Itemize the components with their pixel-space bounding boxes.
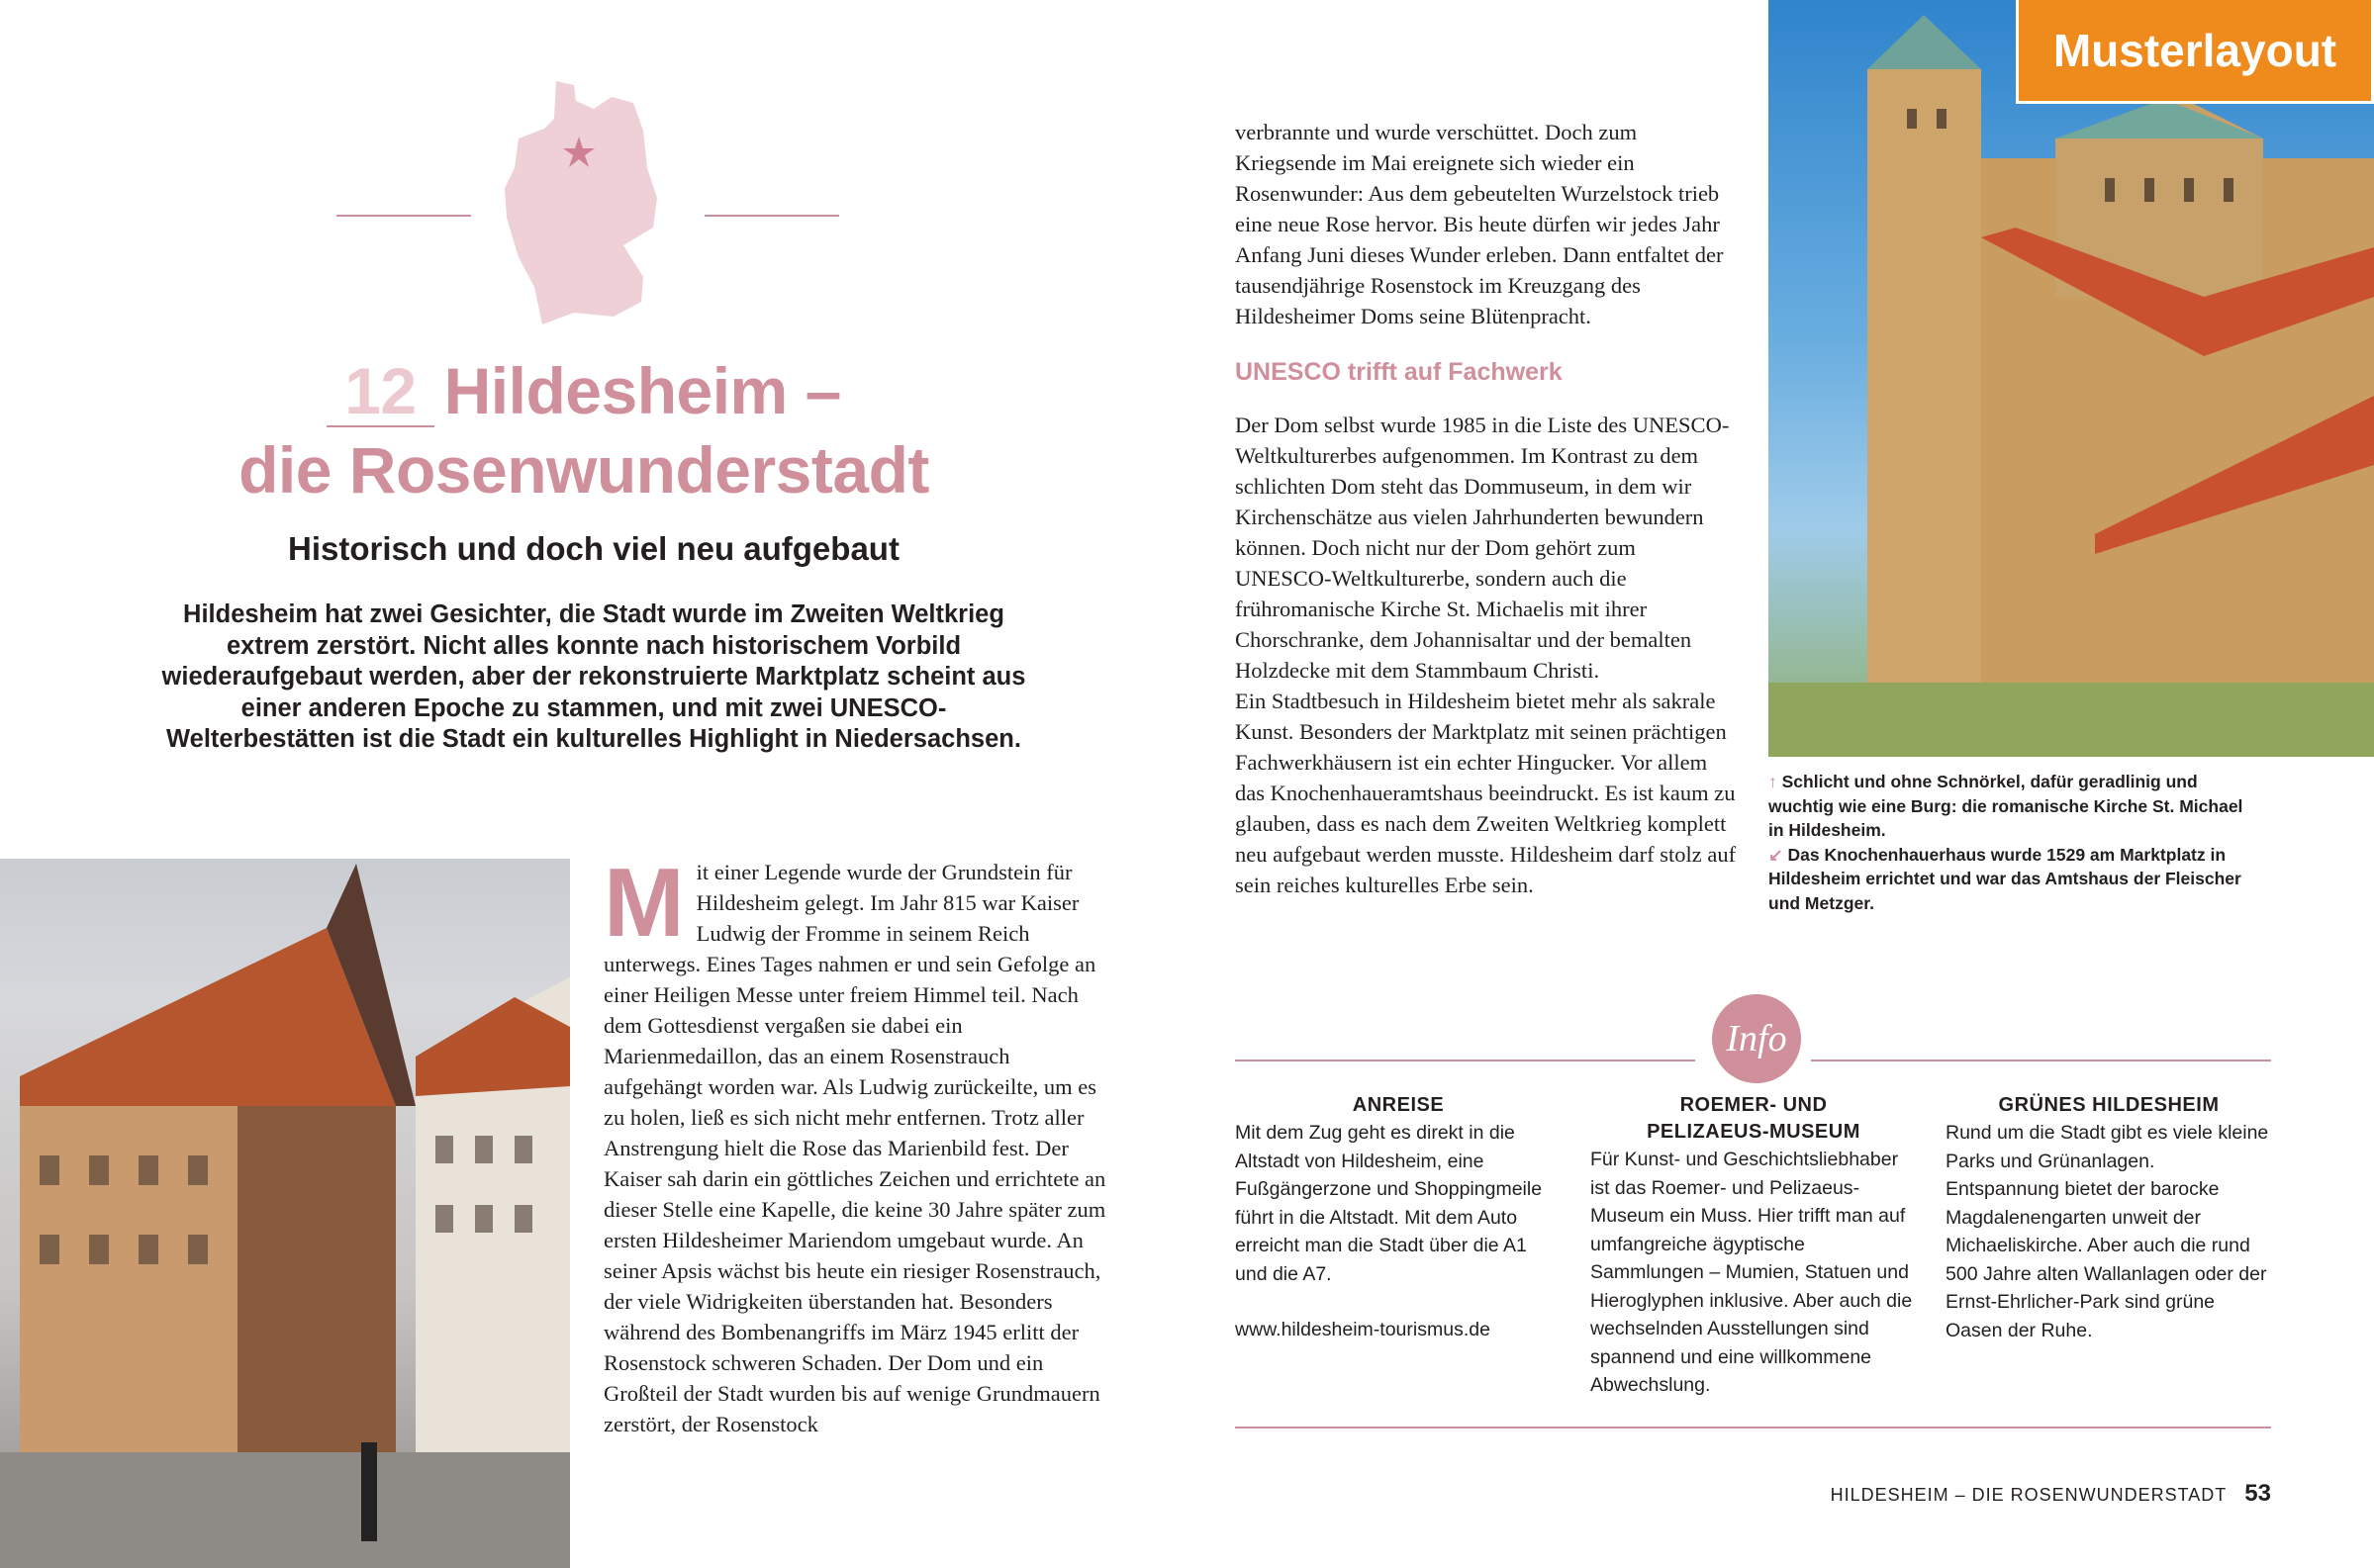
body-column-2	[1235, 117, 1738, 900]
section-heading: UNESCO trifft auf Fachwerk	[1235, 358, 1563, 386]
page-footer	[1831, 1480, 2271, 1508]
decorative-rule-right	[705, 215, 839, 217]
website-link[interactable]: www.hildesheim-tourismus.de	[1235, 1319, 1490, 1340]
info-column-museum	[1590, 1092, 1917, 1400]
title-line-2: die Rosenwunderstadt	[238, 433, 929, 507]
decorative-rule-left	[336, 215, 471, 217]
arrow-up-icon: ↑	[1768, 772, 1777, 791]
caption-text: Das Knochenhauerhaus wurde 1529 am Marktplatz in Hildesheim errichtet und war das Amtshaus der Fleischer und Metzger.	[1768, 844, 2241, 913]
chapter-title	[139, 351, 1029, 509]
info-rule-right	[1811, 1060, 2271, 1061]
body-column-1	[604, 848, 1110, 1439]
info-column-title: ANREISE	[1352, 1094, 1445, 1116]
caption-knochenhauerhaus	[1768, 843, 2243, 916]
body-text-1: it einer Legende wurde der Grundstein für Hildesheim gelegt. Im Jahr 815 war Kaiser Ludwig der Fromme in seinem Reich unterwegs. Eines Tages nahmen er und sein Gefolge an einer Heiligen Messe unter freiem Himmel teil. Nach dem Gottesdienst vergaßen sie dabei ein Marienmedaillon, das an einem Rosenstrauch aufgehängt worden war. Als Ludwig zurückeilte, um es zu holen, ließ es sich nicht mehr entfernen. Trotz aller Anstrengung hielt die Rose das Marienbild fest. Der Kaiser sah darin ein göttliches Zeichen und errichtete an dieser Stelle eine Kapelle, die keine 30 Jahre später zum ersten Hildesheimer Mariendom umgebaut wurde. An seiner Apsis wächst bis heute ein riesiger Rosenstrauch, der viele Widrigkeiten überstanden hat. Besonders während des Bombenangriffs im März 1945 erlitt der Rosenstock schweren Schaden. Der Dom und ein Großteil der Stadt wurden bis auf wenige Grundmauern zerstört, der Rosenstock	[604, 860, 1106, 1436]
running-title: HILDESHEIM – DIE ROSENWUNDERSTADT	[1830, 1485, 2228, 1505]
body-paragraph: Der Dom selbst wurde 1985 in die Liste des UNESCO-Weltkulturerbes aufgenommen. Im Kontrast zu dem schlichten Dom steht das Dommuseum, in dem wir Kirchenschätze aus vielen Jahrhunderten bewundern können. Doch nicht nur der Dom gehört zum UNESCO-Weltkulturerbe, sondern auch die frühromanische Kirche St. Michaelis mit ihrer Chorschranke, dem Johannisaltar und der bemalten Holzdecke mit dem Stammbaum Christi.	[1235, 413, 1730, 683]
info-column-title: GRÜNES HILDESHEIM	[1998, 1094, 2220, 1116]
body-paragraph: verbrannte und wurde verschüttet. Doch zum Kriegsende im Mai ereignete sich wieder ein Rosenwunder: Aus dem gebeutelten Wurzelstock trieb eine neue Rose hervor. Bis heute dürfen wir jedes Jahr Anfang Juni dieses Wunder erleben. Dann entfaltet der tausendjährige Rosenstock im Kreuzgang des Hildesheimer Doms seine Blütenpracht.	[1235, 120, 1724, 328]
info-rule-left	[1235, 1060, 1695, 1061]
photo-captions	[1768, 770, 2243, 915]
caption-text: Schlicht und ohne Schnörkel, dafür geradlinig und wuchtig wie eine Burg: die romanische Kirche St. Michael in Hildesheim.	[1768, 772, 2243, 840]
info-badge: Info	[1712, 994, 1801, 1083]
germany-map-icon	[495, 79, 688, 326]
arrow-down-left-icon: ↙	[1768, 844, 1783, 865]
page-number: 53	[2244, 1480, 2271, 1507]
photo-knochenhauerhaus	[0, 859, 570, 1568]
title-line-1: Hildesheim –	[443, 354, 841, 427]
intro-paragraph: Hildesheim hat zwei Gesichter, die Stadt wurde im Zweiten Weltkrieg extrem zerstört. Nicht alles konnte nach historischem Vorbild wiederaufgebaut werden, aber der rekonstruierte Marktplatz scheint aus einer anderen Epoche zu stammen, und mit zwei UNESCO-Welterbestätten ist die Stadt ein kulturelles Highlight in Niedersachsen.	[161, 600, 1026, 753]
drop-cap: M	[604, 848, 685, 957]
info-column-anreise	[1235, 1092, 1562, 1344]
info-column-text: Rund um die Stadt gibt es viele kleine Parks und Grünanlagen. Entspannung bietet der barocke Magdalenengarten unweit der Michaeliskirche. Aber auch die rund 500 Jahre alten Wallanlagen oder der Ernst-Ehrlicher-Park sind grüne Oasen der Ruhe.	[1946, 1122, 2269, 1341]
chapter-number: 12	[327, 356, 433, 427]
info-column-title: ROEMER- UND PELIZAEUS-MUSEUM	[1647, 1094, 1860, 1143]
info-column-gruenes-hildesheim	[1946, 1092, 2272, 1344]
subtitle: Historisch und doch viel neu aufgebaut	[288, 530, 900, 567]
info-column-text: Für Kunst- und Geschichtsliebhaber ist das Roemer- und Pelizaeus-Museum ein Muss. Hier trifft man auf umfangreiche ägyptische Sammlungen – Mumien, Statuen und Hieroglyphen inklusive. Aber auch die wechselnden Ausstellungen sind spannend und eine willkommene Abwechslung.	[1590, 1149, 1913, 1396]
info-column-text: Mit dem Zug geht es direkt in die Altstadt von Hildesheim, eine Fußgängerzone und Shoppingmeile führt in die Altstadt. Mit dem Auto erreicht man die Stadt über die A1 und die A7.	[1235, 1122, 1543, 1285]
photo-st-michael	[1768, 0, 2374, 757]
musterlayout-badge: Musterlayout	[2016, 0, 2374, 104]
caption-st-michael	[1768, 770, 2243, 843]
info-rule-bottom	[1235, 1427, 2271, 1429]
body-paragraph: Ein Stadtbesuch in Hildesheim bietet mehr als sakrale Kunst. Besonders der Marktplatz mit seinen prächtigen Fachwerkhäusern ist ein echter Hingucker. Vor allem das Knochenhaueramtshaus beeindruckt. Es ist kaum zu glauben, dass es nach dem Zweiten Weltkrieg komplett neu aufgebaut werden musste. Hildesheim darf stolz auf sein reiches kulturelles Erbe sein.	[1235, 689, 1737, 897]
